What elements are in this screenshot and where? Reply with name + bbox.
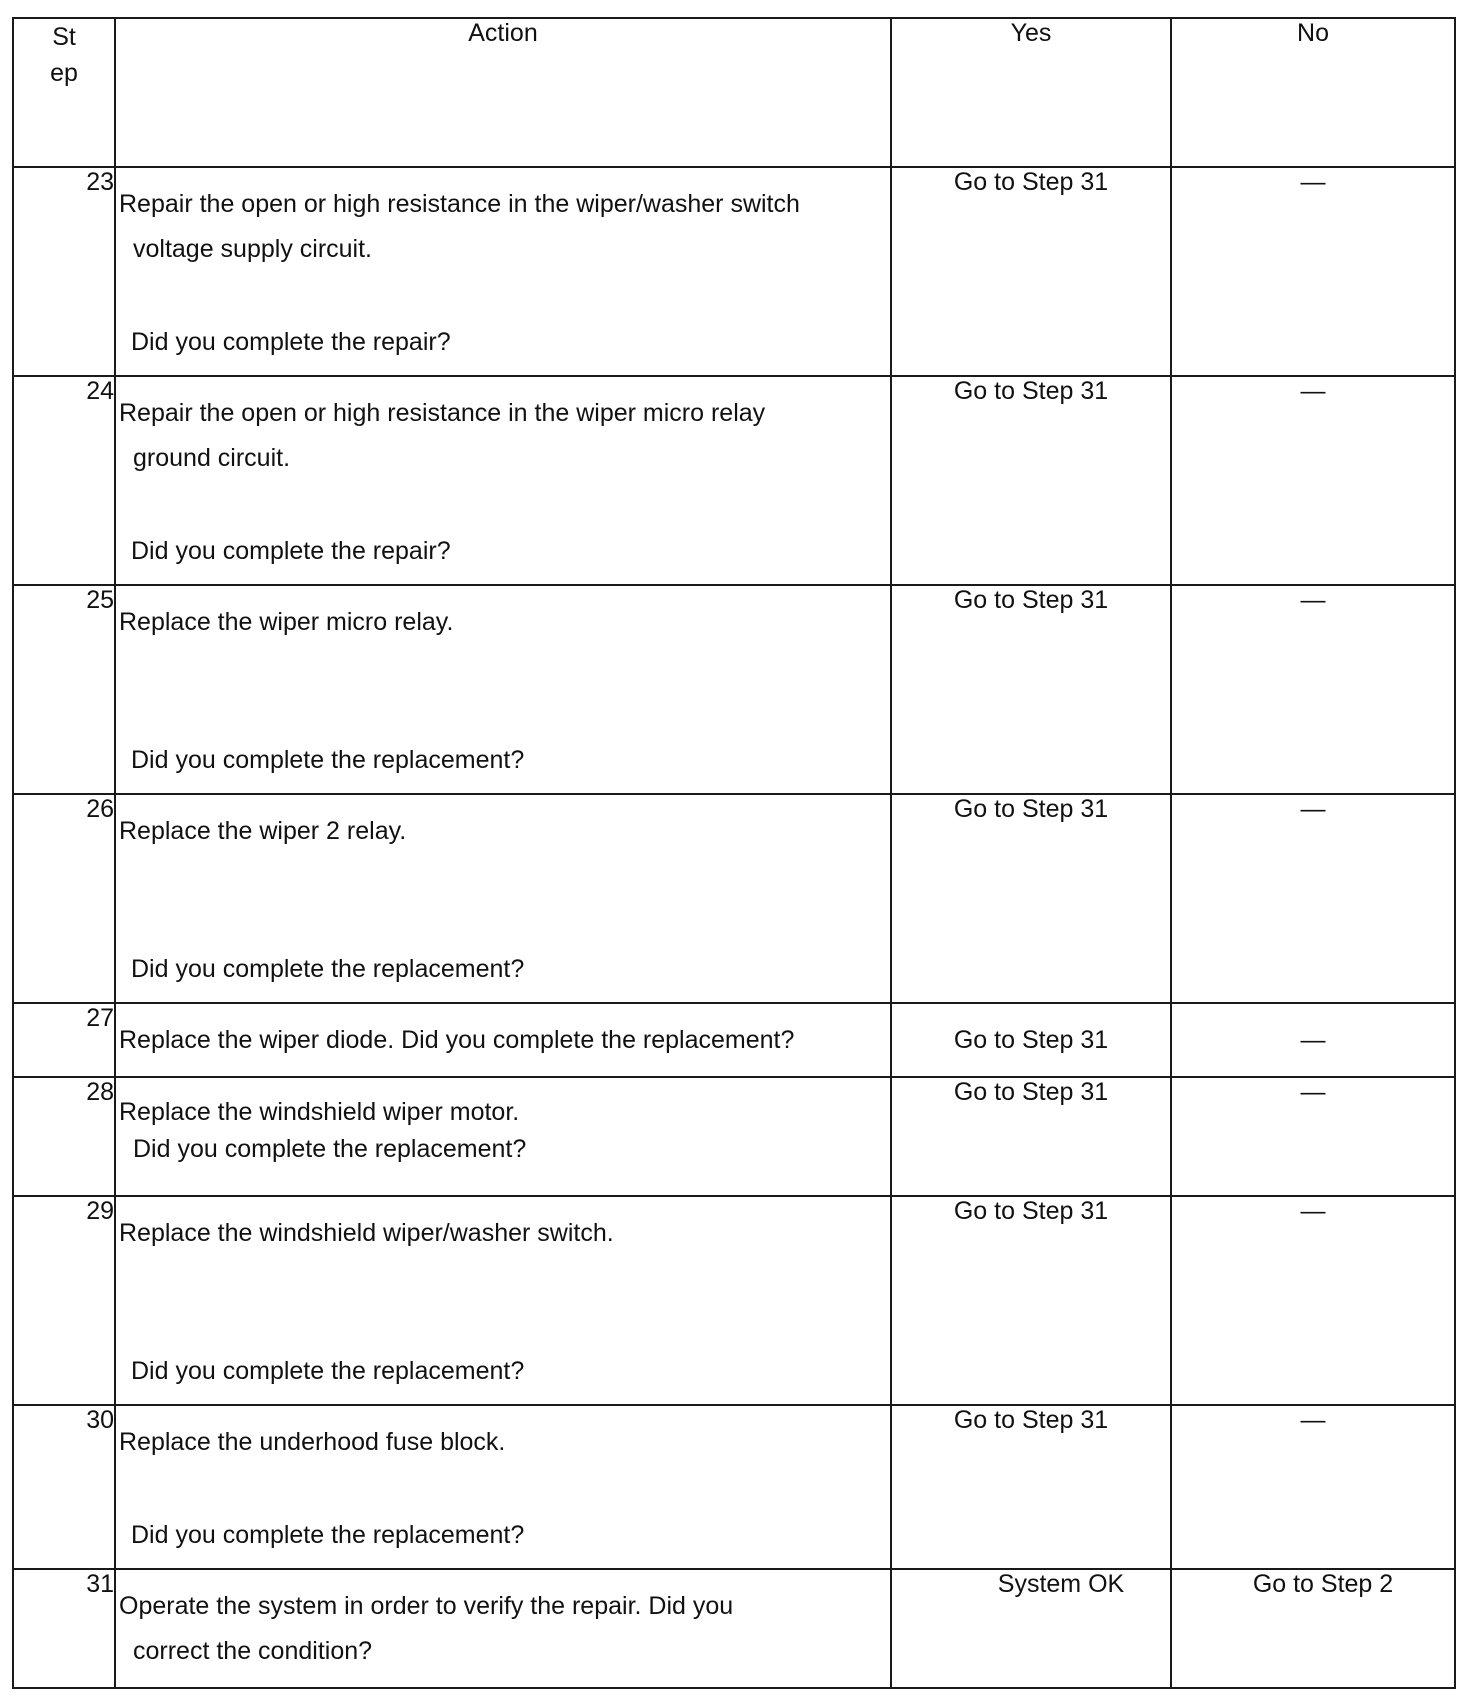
yes-result: Go to Step 31 (891, 585, 1171, 794)
action-question: Did you complete the replacement? (131, 1357, 525, 1386)
header-yes: Yes (891, 18, 1171, 167)
table-row-step-26 (13, 794, 1455, 1003)
step-number: 27 (13, 1003, 115, 1077)
header-step (13, 18, 115, 167)
action-cell (115, 1077, 891, 1196)
step-number: 29 (13, 1196, 115, 1405)
step-number: 28 (13, 1077, 115, 1196)
header-row (13, 18, 1455, 167)
step-number: 24 (13, 376, 115, 585)
action-question: Did you complete the replacement? (131, 746, 525, 775)
step-number: 25 (13, 585, 115, 794)
yes-result: Go to Step 31 (891, 1405, 1171, 1569)
action-text: Replace the underhood fuse block. (119, 1428, 506, 1456)
yes-result: Go to Step 31 (891, 794, 1171, 1003)
header-no: No (1171, 18, 1455, 167)
action-text-continued: ground circuit. (133, 443, 291, 472)
no-result: — (1171, 1405, 1455, 1569)
action-text: Replace the wiper 2 relay. (119, 817, 407, 845)
action-cell (115, 1196, 891, 1405)
no-result: — (1171, 1003, 1455, 1077)
action-question: Did you complete the replacement? (131, 1521, 525, 1550)
action-cell (115, 794, 891, 1003)
table-row-step-25 (13, 585, 1455, 794)
yes-result: System OK (891, 1569, 1171, 1688)
table-row-step-24 (13, 376, 1455, 585)
step-number: 26 (13, 794, 115, 1003)
no-result: — (1171, 1196, 1455, 1405)
table-row-step-30 (13, 1405, 1455, 1569)
action-cell (115, 1569, 891, 1688)
yes-result: Go to Step 31 (891, 1077, 1171, 1196)
action-text: Repair the open or high resistance in the wiper/washer switch (119, 190, 800, 218)
header-step-line2: ep (50, 59, 78, 88)
table-row-step-27 (13, 1003, 1455, 1077)
action-text: Replace the wiper micro relay. (119, 608, 454, 636)
diagnostic-table (12, 17, 1456, 1689)
action-text: Replace the windshield wiper/washer switch. (119, 1219, 614, 1247)
action-text-continued: voltage supply circuit. (133, 234, 373, 263)
step-number: 23 (13, 167, 115, 376)
table-row-step-29 (13, 1196, 1455, 1405)
action-cell (115, 1405, 891, 1569)
no-result: — (1171, 1077, 1455, 1196)
yes-result: Go to Step 31 (891, 376, 1171, 585)
table-row-step-28 (13, 1077, 1455, 1196)
table-row-step-31 (13, 1569, 1455, 1688)
action-text-continued: correct the condition? (133, 1636, 373, 1665)
action-cell (115, 585, 891, 794)
no-result: — (1171, 167, 1455, 376)
action-question: Did you complete the replacement? (131, 955, 525, 984)
action-cell (115, 1003, 891, 1077)
action-text: Replace the wiper diode. Did you complete the replacement? (119, 1025, 795, 1054)
table-row-step-23 (13, 167, 1455, 376)
action-cell (115, 167, 891, 376)
action-question: Did you complete the replacement? (133, 1134, 527, 1163)
header-action: Action (115, 18, 891, 167)
action-text: Repair the open or high resistance in the wiper micro relay (119, 399, 766, 427)
no-result: — (1171, 794, 1455, 1003)
header-step-line1: St (52, 23, 76, 51)
step-number: 30 (13, 1405, 115, 1569)
action-cell (115, 376, 891, 585)
action-text: Replace the windshield wiper motor. (119, 1098, 520, 1126)
no-result: Go to Step 2 (1171, 1569, 1455, 1688)
no-result: — (1171, 585, 1455, 794)
yes-result: Go to Step 31 (891, 1196, 1171, 1405)
step-number: 31 (13, 1569, 115, 1688)
yes-result: Go to Step 31 (891, 167, 1171, 376)
no-result: — (1171, 376, 1455, 585)
yes-result: Go to Step 31 (891, 1003, 1171, 1077)
action-question: Did you complete the repair? (131, 537, 451, 566)
action-text: Operate the system in order to verify the repair. Did you (119, 1592, 734, 1620)
action-question: Did you complete the repair? (131, 328, 451, 357)
